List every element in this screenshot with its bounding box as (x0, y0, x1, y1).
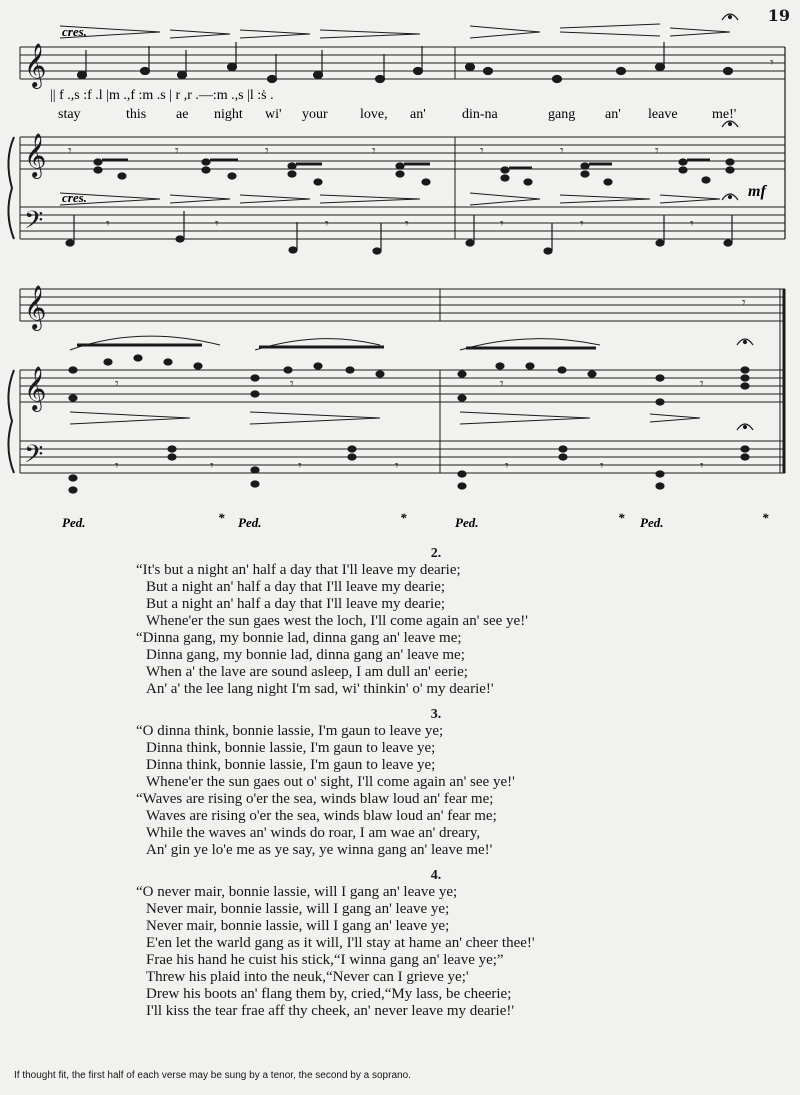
footnote: If thought fit, the first half of each verse may be sung by a tenor, the second by a soprano. (14, 1070, 411, 1081)
pedal-release-mark: * (618, 510, 625, 525)
svg-text:𝄾: 𝄾 (700, 377, 704, 392)
verse-line: “It's but a night an' half a day that I'll leave my dearie; (136, 562, 461, 578)
treble-clef-icon: 𝄞 (24, 45, 47, 87)
cres-mark: cres. (62, 190, 87, 205)
svg-text:𝄾: 𝄾 (290, 377, 294, 392)
verse-line: While the waves an' winds do roar, I am wae an' dreary, (146, 825, 481, 841)
pedal-mark: Ped. (455, 515, 479, 530)
verse-line: Frae his hand he cuist his stick,“I winna gang an' leave ye;” (146, 952, 504, 968)
voice-notes-1 (78, 42, 733, 83)
piano-treble-staff-2 (20, 370, 785, 402)
verse-number: 4. (430, 868, 442, 883)
verses (136, 545, 736, 1028)
pedal-mark: Ped. (640, 515, 664, 530)
svg-text:𝄾: 𝄾 (500, 217, 504, 232)
svg-text:𝄾: 𝄾 (600, 459, 604, 474)
svg-text:𝄾: 𝄾 (68, 144, 72, 159)
lyric-syllable: gang (548, 107, 576, 122)
lyric-syllable: din-na (462, 107, 498, 122)
verse-2 (136, 545, 736, 698)
lyric-syllable: ae (176, 107, 189, 122)
page-number: 19 (767, 6, 790, 25)
svg-text:𝄾: 𝄾 (700, 459, 704, 474)
verse-line: When a' the lave are sound asleep, I am dull an' eerie; (146, 664, 468, 680)
verse-4 (136, 867, 736, 1020)
verse-line: But a night an' half a day that I'll leave my dearie; (146, 579, 446, 595)
svg-text:𝄾: 𝄾 (372, 144, 376, 159)
verse-number: 3. (430, 707, 442, 722)
verse-line: Dinna think, bonnie lassie, I'm gaun to leave ye; (146, 757, 436, 773)
lyric-syllable: love, (360, 107, 388, 122)
verse-line: Whene'er the sun gaes out o' sight, I'll come again an' see ye!' (146, 774, 515, 790)
bass-clef-icon: 𝄢 (24, 207, 44, 240)
piano-treble-notes-2 (69, 345, 749, 405)
verse-number: 2. (430, 546, 442, 561)
treble-clef-icon: 𝄞 (24, 287, 47, 329)
svg-text:𝄾: 𝄾 (480, 144, 484, 159)
lyrics-line (58, 107, 736, 122)
verse-line: E'en let the warld gang as it will, I'll stay at hame an' cheer thee!' (146, 935, 535, 951)
mf-mark: mf (748, 183, 766, 200)
svg-text:𝄾: 𝄾 (770, 56, 774, 71)
lyric-syllable: your (302, 107, 328, 122)
svg-text:𝄾: 𝄾 (175, 144, 179, 159)
svg-text:𝄾: 𝄾 (505, 459, 509, 474)
verse-line: An' a' the lee lang night I'm sad, wi' thinkin' o' my dearie!' (146, 681, 494, 697)
verse-line: An' gin ye lo'e me as ye say, ye winna gang an' leave me!' (146, 842, 493, 858)
svg-text:𝄾: 𝄾 (210, 459, 214, 474)
solfa-notation: || f .,s :f .l |m .,f :m .s | r ,r .—:m .,s |l :ṡ . (50, 88, 274, 103)
verse-line: Never mair, bonnie lassie, will I gang an' leave ye; (146, 918, 450, 934)
verse-line: Threw his plaid into the neuk,“Never can I grieve ye;' (146, 969, 469, 985)
svg-text:𝄾: 𝄾 (500, 377, 504, 392)
svg-text:𝄾: 𝄾 (115, 377, 119, 392)
lyric-syllable: stay (58, 107, 81, 122)
piano-bass-staff-1 (20, 207, 785, 239)
treble-clef-icon: 𝄞 (24, 135, 47, 177)
treble-clef-icon: 𝄞 (24, 368, 47, 410)
verse-line: Never mair, bonnie lassie, will I gang an' leave ye; (146, 901, 450, 917)
lyric-syllable: night (214, 107, 243, 122)
cres-mark: cres. (62, 24, 87, 39)
lyric-syllable: this (126, 107, 147, 122)
verse-line: Waves are rising o'er the sea, winds blaw loud an' fear me; (146, 808, 497, 824)
lyric-syllable: an' (410, 107, 426, 122)
lyric-syllable: me!' (712, 107, 737, 122)
svg-text:𝄾: 𝄾 (580, 217, 584, 232)
verse-line: Whene'er the sun gaes west the loch, I'll come again an' see ye!' (146, 613, 528, 629)
verse-line: “O never mair, bonnie lassie, will I gang an' leave ye; (136, 884, 458, 900)
svg-text:𝄾: 𝄾 (405, 217, 409, 232)
svg-text:𝄾: 𝄾 (690, 217, 694, 232)
verse-line: “O dinna think, bonnie lassie, I'm gaun to leave ye; (136, 723, 444, 739)
piano-treble-notes-1 (94, 159, 734, 185)
lyric-syllable: wi' (265, 107, 282, 122)
svg-text:𝄾: 𝄾 (115, 459, 119, 474)
svg-text:𝄾: 𝄾 (655, 144, 659, 159)
svg-text:𝄾: 𝄾 (265, 144, 269, 159)
music-score (0, 0, 800, 540)
pedal-release-mark: * (400, 510, 407, 525)
svg-text:𝄾: 𝄾 (325, 217, 329, 232)
lyric-syllable: an' (605, 107, 621, 122)
piano-bass-notes-1 (66, 211, 732, 254)
verse-line: I'll kiss the tear frae aff thy cheek, an' never leave my dearie!' (146, 1003, 515, 1019)
piano-bass-staff-2 (20, 441, 785, 473)
pedal-mark: Ped. (62, 515, 86, 530)
svg-text:𝄾: 𝄾 (742, 296, 746, 311)
pedal-mark: Ped. (238, 515, 262, 530)
verse-line: “Dinna gang, my bonnie lad, dinna gang an' leave me; (136, 630, 462, 646)
voice-staff-2 (20, 289, 785, 321)
piano-bass-notes-2 (69, 446, 749, 493)
verse-line: Dinna think, bonnie lassie, I'm gaun to leave ye; (146, 740, 436, 756)
verse-line: But a night an' half a day that I'll leave my dearie; (146, 596, 446, 612)
svg-text:𝄾: 𝄾 (215, 217, 219, 232)
bass-clef-icon: 𝄢 (24, 441, 44, 474)
verse-line: “Waves are rising o'er the sea, winds blaw loud an' fear me; (136, 791, 494, 807)
voice-staff-1 (20, 47, 785, 79)
svg-text:𝄾: 𝄾 (560, 144, 564, 159)
svg-text:𝄾: 𝄾 (298, 459, 302, 474)
lyric-syllable: leave (648, 107, 678, 122)
svg-text:𝄾: 𝄾 (106, 217, 110, 232)
verse-line: Dinna gang, my bonnie lad, dinna gang an' leave me; (146, 647, 465, 663)
verse-line: Drew his boots an' flang them by, cried,“My lass, be cheerie; (146, 986, 512, 1002)
pedal-release-mark: * (218, 510, 225, 525)
svg-text:𝄾: 𝄾 (395, 459, 399, 474)
verse-3 (136, 706, 736, 859)
pedal-release-mark: * (762, 510, 769, 525)
